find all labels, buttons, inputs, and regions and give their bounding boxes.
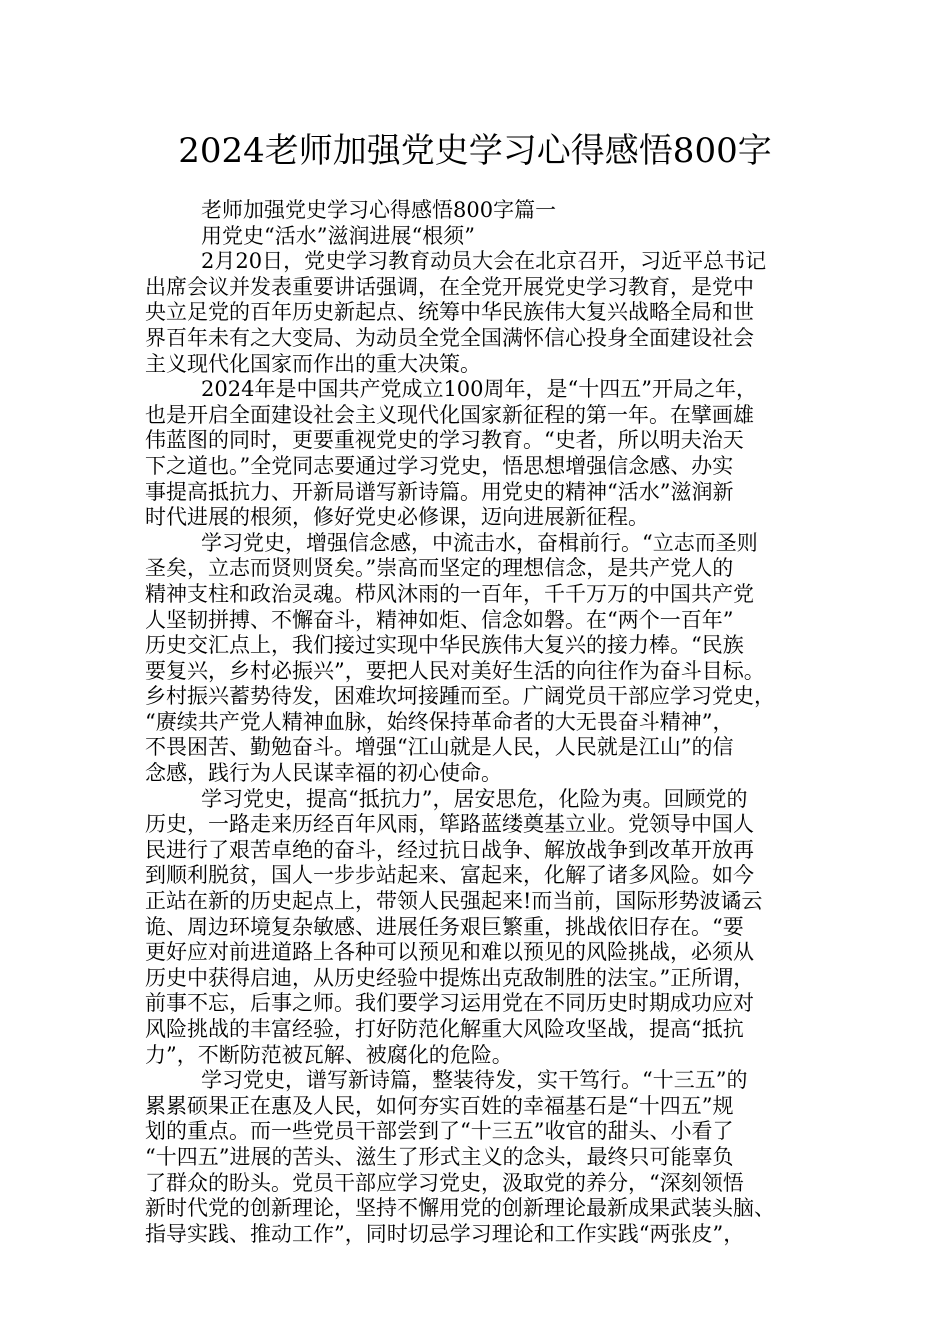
text-line: 学习党史，谱写新诗篇，整装待发，实干笃行。“十三五”的 — [201, 1068, 748, 1093]
text-line: 历史，一路走来历经百年风雨，筚路蓝缕奠基立业。党领导中国人 — [145, 812, 754, 837]
text-line: 也是开启全面建设社会主义现代化国家新征程的第一年。在擘画雄 — [145, 402, 754, 427]
text-line: 圣矣，立志而贤则贤矣。”崇高而坚定的理想信念，是共产党人的 — [145, 556, 734, 581]
paragraph-2 — [145, 377, 817, 531]
text-line: 到顺利脱贫，国人一步步站起来、富起来，化解了诸多风险。如今 — [145, 863, 754, 888]
text-line: 划的重点。而一些党员干部尝到了“十三五”收官的甜头、小看了 — [145, 1119, 734, 1144]
text-line: 念感，践行为人民谋幸福的初心使命。 — [145, 761, 502, 786]
paragraph-5 — [145, 1068, 817, 1247]
text-line: 累累硕果正在惠及人民，如何夯实百姓的幸福基石是“十四五”规 — [145, 1093, 734, 1118]
text-line: 了群众的盼头。党员干部应学习党史，汲取党的养分，“深刻领悟 — [145, 1170, 744, 1195]
paragraph-3 — [145, 531, 817, 787]
text-line: 伟蓝图的同时，更要重视党史的学习教育。“史者，所以明夫治天 — [145, 428, 744, 453]
text-line: 2月20日，党史学习教育动员大会在北京召开，习近平总书记 — [201, 249, 767, 274]
text-line: 人坚韧拼搏、不懈奋斗，精神如炬、信念如磐。在“两个一百年” — [145, 607, 734, 632]
article-heading: 用党史“活水”滋润进展“根须” — [201, 223, 475, 248]
text-line: 要复兴，乡村必振兴”，要把人民对美好生活的向往作为奋斗目标。 — [145, 658, 765, 683]
text-line: 不畏困苦、勤勉奋斗。增强“江山就是人民，人民就是江山”的信 — [145, 735, 734, 760]
text-line: 民进行了艰苦卓绝的奋斗，经过抗日战争、解放战争到改革开放再 — [145, 837, 754, 862]
text-line: 历史交汇点上，我们接过实现中华民族伟大复兴的接力棒。“民族 — [145, 633, 744, 658]
text-line: 指导实践、推动工作”，同时切忌学习理论和工作实践“两张皮”， — [145, 1221, 745, 1246]
text-line: 风险挑战的丰富经验，打好防范化解重大风险攻坚战，提高“抵抗 — [145, 1017, 744, 1041]
text-line: 力”，不断防范被瓦解、被腐化的危险。 — [145, 1042, 513, 1067]
article-subtitle: 老师加强党史学习心得感悟800字篇一 — [201, 198, 557, 222]
text-line: 2024年是中国共产党成立100周年，是“十四五”开局之年， — [201, 377, 757, 402]
text-line: 历史中获得启迪，从历史经验中提炼出克敌制胜的法宝。”正所谓， — [145, 965, 755, 990]
text-line: 下之道也。”全党同志要通过学习党史，悟思想增强信念感、办实 — [145, 453, 734, 478]
text-line: 前事不忘，后事之师。我们要学习运用党在不同历史时期成功应对 — [145, 991, 754, 1016]
text-line: 更好应对前进道路上各种可以预见和难以预见的风险挑战，必须从 — [145, 940, 754, 965]
text-line: 学习党史，提高“抵抗力”，居安思危，化险为夷。回顾党的 — [201, 786, 748, 811]
text-line: 界百年未有之大变局、为动员全党全国满怀信心投身全面建设社会 — [145, 325, 754, 350]
text-line: 诡、周边环境复杂敏感、进展任务艰巨繁重，挑战依旧存在。“要 — [145, 914, 744, 939]
text-line: 精神支柱和政治灵魂。栉风沐雨的一百年，千千万万的中国共产党 — [145, 581, 754, 606]
paragraph-4 — [145, 787, 817, 1069]
text-line: 正站在新的历史起点上，带领人民强起来!而当前，国际形势波谲云 — [145, 889, 763, 914]
text-line: “十四五”进展的苦头、滋生了形式主义的念头，最终只可能辜负 — [145, 1144, 734, 1169]
text-line: 时代进展的根须，修好党史必修课，迈向进展新征程。 — [145, 505, 649, 530]
paragraph-1 — [145, 249, 817, 377]
text-line: 主义现代化国家而作出的重大决策。 — [145, 351, 481, 376]
text-line: “赓续共产党人精神血脉，始终保持革命者的大无畏奋斗精神”， — [145, 709, 734, 734]
document-body — [145, 198, 817, 1247]
text-line: 事提高抵抗力、开新局谱写新诗篇。用党史的精神“活水”滋润新 — [145, 479, 734, 504]
text-line: 学习党史，增强信念感，中流击水，奋楫前行。“立志而圣则 — [201, 530, 758, 555]
text-line: 新时代党的创新理论，坚持不懈用党的创新理论最新成果武装头脑、 — [145, 1196, 775, 1221]
text-line: 乡村振兴蓄势待发，困难坎坷接踵而至。广阔党员干部应学习党史， — [145, 684, 775, 709]
text-line: 出席会议并发表重要讲话强调，在全党开展党史学习教育，是党中 — [145, 274, 754, 299]
document-title: 2024老师加强党史学习心得感悟800字 — [178, 131, 772, 171]
text-line: 央立足党的百年历史新起点、统筹中华民族伟大复兴战略全局和世 — [145, 300, 754, 325]
